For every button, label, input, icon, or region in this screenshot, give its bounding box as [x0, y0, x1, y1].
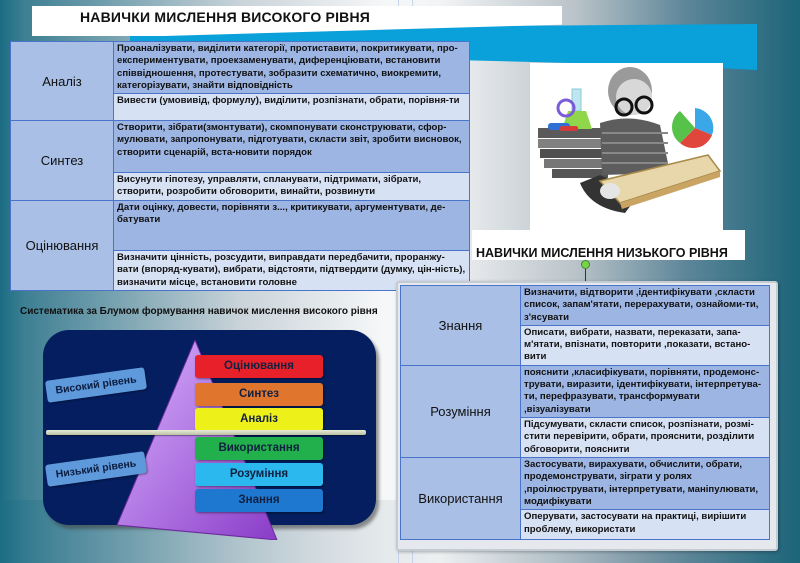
- child-reading-illustration: [530, 63, 723, 230]
- table-row: [401, 286, 770, 326]
- child-reading-image: [530, 63, 723, 230]
- table-row: [401, 365, 770, 417]
- table-row: [11, 121, 470, 173]
- pyramid-level-evaluation: Оцінювання: [195, 355, 323, 378]
- description-cell: Застосувати, вирахувати, обчислити, обрати, продемонструвати, зіграти у ролях ,проілюструвати, інтерпретувати, маніпулювати, модифікувати: [521, 458, 770, 510]
- pyramid-level-synthesis: Синтез: [195, 383, 323, 406]
- category-cell-analysis: Аналіз: [11, 42, 114, 121]
- category-cell-application: Використання: [401, 458, 521, 540]
- category-cell-comprehension: Розуміння: [401, 365, 521, 457]
- category-cell-synthesis: Синтез: [11, 121, 114, 201]
- pyramid-caption: Систематика за Блумом формування навичок мислення високого рівня: [20, 306, 378, 317]
- description-cell: [114, 42, 470, 94]
- high-level-title: НАВИЧКИ МИСЛЕННЯ ВИСОКОГО РІВНЯ: [80, 9, 371, 25]
- description-text: Проаналізувати, виділити категорії, протиставити, покритикувати, про-експериментувати, проекзаменувати, диференціювати, встановити співвідношення, протестувати, зобразити схематично, виокремити, категорізувати, знайти відповідність: [117, 43, 458, 91]
- low-level-label: Низький рівень: [45, 451, 147, 487]
- low-level-title: НАВИЧКИ МИСЛЕННЯ НИЗЬКОГО РІВНЯ: [476, 246, 728, 260]
- category-cell-knowledge: Знання: [401, 286, 521, 366]
- pyramid-level-knowledge: Знання: [195, 489, 323, 512]
- category-cell-evaluation: Оцінювання: [11, 201, 114, 291]
- description-cell: Створити, зібрати(змонтувати), скомпонувати сконструювати, сфор-мулювати, запропонувати, підготувати, скласти звіт, зробити висновок, створити сценарій, вста-новити порядок: [114, 121, 470, 173]
- description-cell: Визначити, відтворити ,ідентифікувати ,скласти список, запам'ятати, перерахувати, ознайоми-ти, з'ясувати: [521, 286, 770, 326]
- description-cell: пояснити ,класифікувати, порівняти, продемонс-трувати, виразити, ідентифікувати, інтерпретува-ти, перефразувати, трансформувати ,візуалізувати: [521, 365, 770, 417]
- pyramid-level-comprehension: Розуміння: [195, 463, 323, 486]
- pyramid-level-application: Використання: [195, 437, 323, 460]
- high-level-skills-table: [10, 41, 470, 291]
- table-row: [11, 201, 470, 251]
- table-row: [11, 42, 470, 94]
- level-divider: [46, 430, 366, 435]
- pyramid-level-analysis: Аналіз: [195, 408, 323, 431]
- description-cell: Оперувати, застосувати на практиці, вирішити проблему, використати: [521, 510, 770, 540]
- high-level-label: Високий рівень: [45, 367, 147, 403]
- description-cell: Висунути гіпотезу, управляти, спланувати, підтримати, зібрати, створити, розробити обговорити, винайти, розвинути: [114, 173, 470, 201]
- table-row: [401, 458, 770, 510]
- description-cell: Вивести (умовивід, формулу), виділити, розпізнати, обрати, порівня-ти: [114, 94, 470, 121]
- description-cell: Дати оцінку, довести, порівняти з..., критикувати, аргументувати, де-батувати: [114, 201, 470, 251]
- description-cell: Підсумувати, скласти список, розпізнати, розмі-стити перевірити, обрати, прояснити, розділити обговорити, пояснити: [521, 418, 770, 458]
- low-level-skills-table: [400, 285, 770, 540]
- description-cell: Описати, вибрати, назвати, переказати, запа-м'ятати, впізнати, повторити ,показати, встано-вити: [521, 325, 770, 365]
- rotation-handle[interactable]: [581, 260, 590, 269]
- description-cell: Визначити цінність, розсудити, виправдати передбачити, проранжу-вати (впоряд-кувати), вибрати, відстояти, підтвердити (думку, цін-ність), визначити місце, встановити головне: [114, 251, 470, 291]
